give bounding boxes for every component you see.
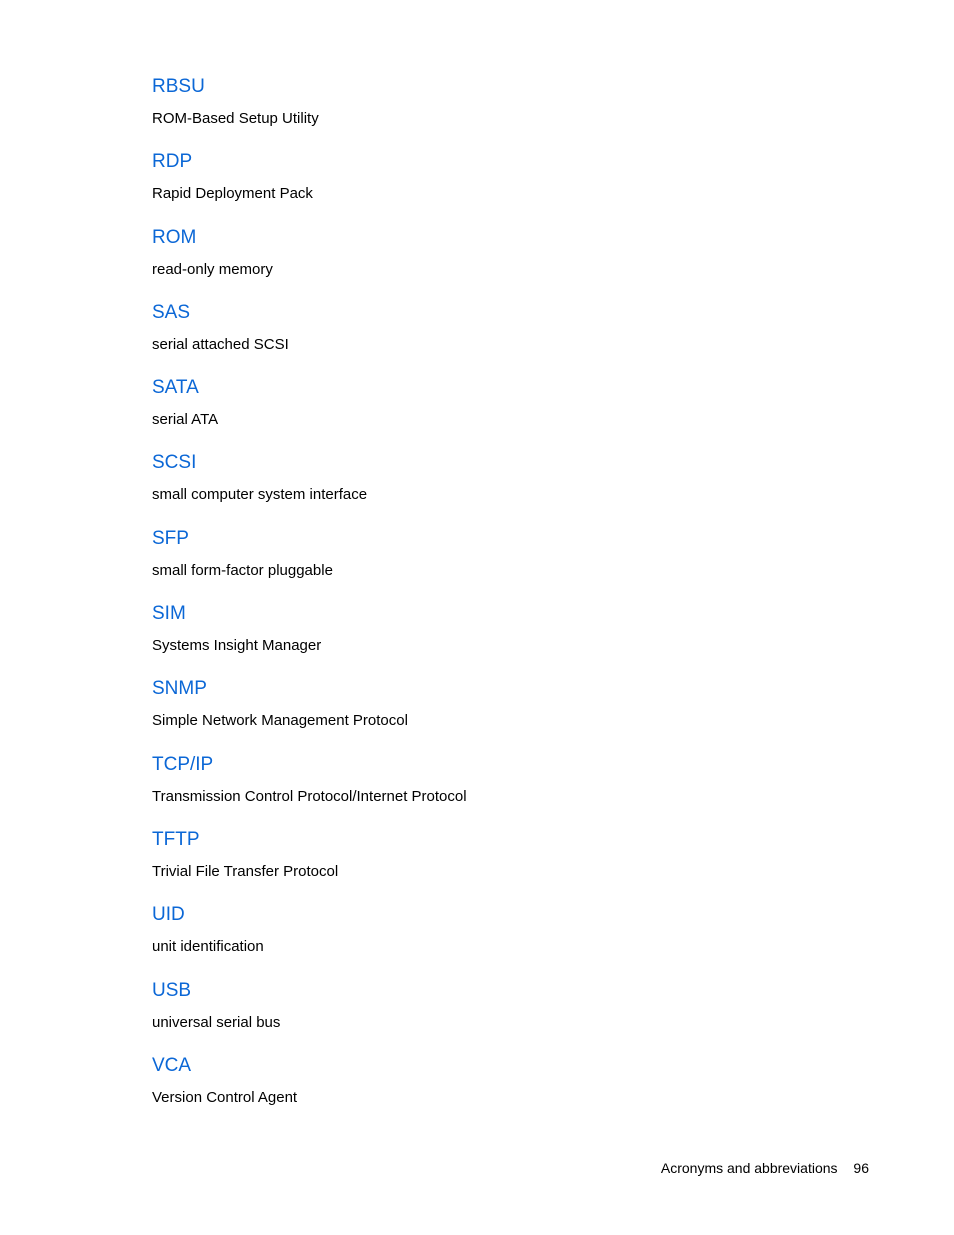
- term-link[interactable]: VCA: [152, 1054, 192, 1076]
- term-definition: Version Control Agent: [152, 1088, 298, 1106]
- term-link[interactable]: ROM: [152, 226, 197, 248]
- glossary-entry: [152, 526, 852, 601]
- glossary-entry: [152, 752, 852, 827]
- term-link[interactable]: TFTP: [152, 828, 200, 850]
- term-definition: serial attached SCSI: [152, 335, 289, 353]
- glossary-entry: [152, 74, 852, 149]
- glossary-entry: [152, 149, 852, 224]
- term-definition: Rapid Deployment Pack: [152, 185, 313, 203]
- term-link[interactable]: SATA: [152, 377, 199, 399]
- term-definition: Trivial File Transfer Protocol: [152, 862, 339, 880]
- glossary-entry: [152, 300, 852, 375]
- term-link[interactable]: SCSI: [152, 452, 197, 474]
- glossary-entry: [152, 450, 852, 525]
- glossary-entry: [152, 375, 852, 450]
- term-definition: universal serial bus: [152, 1013, 281, 1031]
- page-footer: [661, 1158, 869, 1178]
- glossary-entry: [152, 676, 852, 751]
- term-link[interactable]: USB: [152, 979, 192, 1001]
- glossary-entry: [152, 601, 852, 676]
- glossary-entry: [152, 978, 852, 1053]
- term-link[interactable]: UID: [152, 904, 185, 926]
- footer-section-title: Acronyms and abbreviations: [660, 1160, 838, 1176]
- term-definition: unit identification: [152, 938, 264, 956]
- term-link[interactable]: SNMP: [152, 678, 207, 700]
- term-definition: Transmission Control Protocol/Internet Protocol: [152, 787, 467, 805]
- page-number: 96: [853, 1160, 869, 1176]
- term-definition: serial ATA: [152, 411, 219, 429]
- term-definition: read-only memory: [152, 260, 273, 278]
- term-link[interactable]: SFP: [152, 527, 189, 549]
- glossary-entry: [152, 1053, 852, 1128]
- acronym-glossary: [152, 74, 852, 1128]
- term-link[interactable]: TCP/IP: [152, 753, 214, 775]
- glossary-entry: [152, 902, 852, 977]
- glossary-entry: [152, 827, 852, 902]
- term-definition: Simple Network Management Protocol: [152, 712, 408, 730]
- glossary-entry: [152, 225, 852, 300]
- term-definition: small form-factor pluggable: [152, 561, 333, 579]
- term-definition: ROM-Based Setup Utility: [152, 110, 319, 127]
- term-link[interactable]: SAS: [152, 301, 191, 323]
- term-link[interactable]: SIM: [152, 603, 186, 625]
- term-link[interactable]: RBSU: [152, 76, 205, 97]
- term-link[interactable]: RDP: [152, 151, 193, 173]
- term-definition: Systems Insight Manager: [152, 637, 322, 655]
- term-definition: small computer system interface: [152, 486, 368, 504]
